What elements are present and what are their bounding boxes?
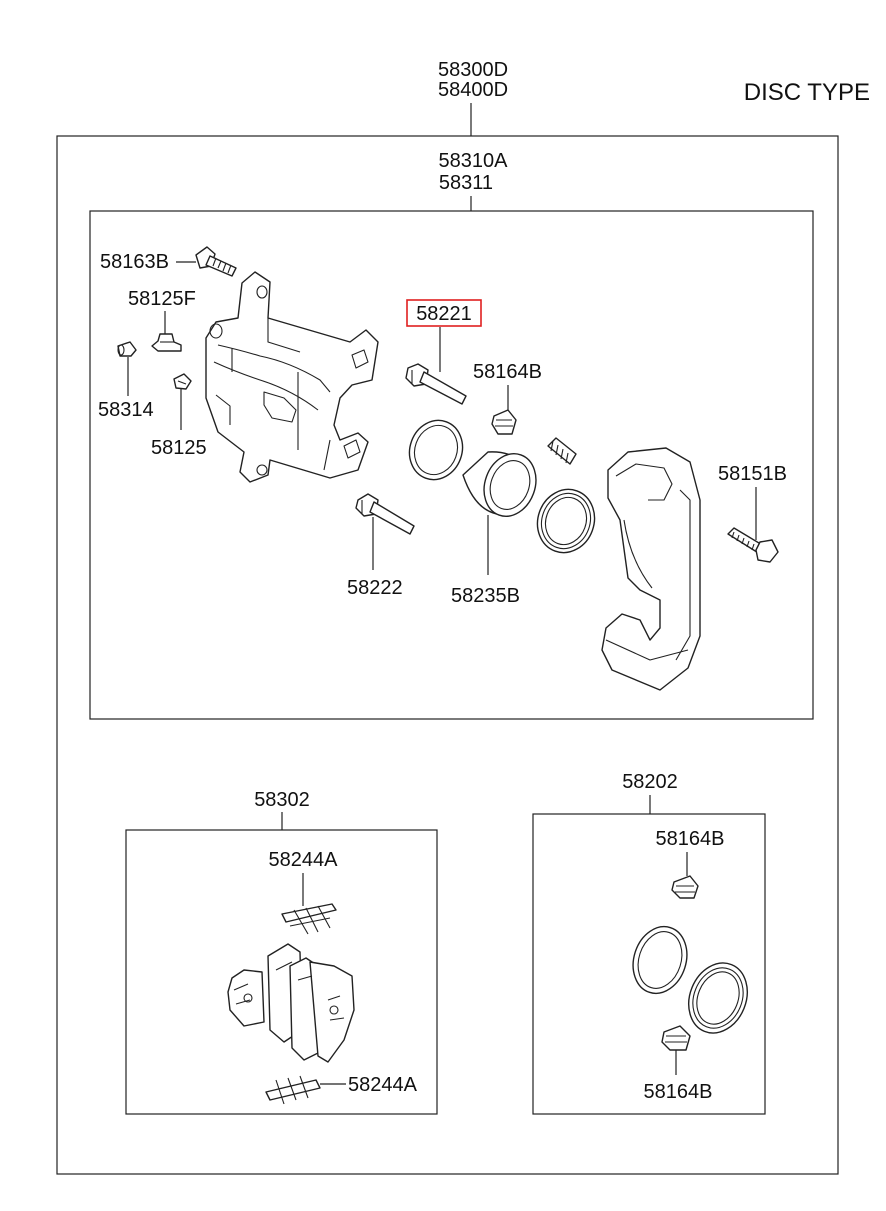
bleeder-bolt-part: [196, 247, 236, 276]
label-58164b-kit-bottom[interactable]: 58164B: [643, 1081, 713, 1103]
cap-58314-part: [118, 342, 136, 356]
seal-kit-number[interactable]: 58202: [622, 771, 678, 793]
pad-kit-number[interactable]: 58302: [254, 789, 310, 811]
seal-kit-seal-part: [625, 920, 695, 1001]
brake-pads-part: [228, 944, 354, 1062]
caliper-number-1[interactable]: 58310A: [438, 150, 508, 172]
label-58164b-kit-top[interactable]: 58164B: [655, 828, 725, 850]
disc-type-label: DISC TYPE: [743, 79, 870, 106]
guide-pin-top-part: [406, 364, 466, 404]
bleeder-screw-part: [152, 334, 181, 351]
label-58125[interactable]: 58125: [151, 437, 207, 459]
label-58221[interactable]: 58221: [416, 303, 472, 325]
label-58164b-top[interactable]: 58164B: [473, 361, 542, 383]
label-58125f[interactable]: 58125F: [128, 288, 196, 310]
guide-pin-bottom-part: [356, 494, 414, 534]
piston-seal-part: [401, 413, 470, 487]
assembly-number-1[interactable]: 58300D: [437, 59, 509, 81]
seal-kit-boot-top-part: [672, 876, 698, 898]
sleeve-part: [548, 438, 576, 464]
caliper-housing-part: [206, 272, 378, 482]
carrier-bolt-part: [728, 528, 778, 562]
label-58314[interactable]: 58314: [98, 399, 154, 421]
label-58151b[interactable]: 58151B: [718, 463, 787, 485]
boot-top-part: [492, 410, 516, 434]
cap-58125-part: [174, 374, 191, 389]
label-58163b[interactable]: 58163B: [100, 251, 169, 273]
anti-rattle-spring-bottom-part: [266, 1076, 320, 1104]
dust-seal-part: [529, 481, 604, 560]
seal-kit-dust-seal-part: [679, 954, 758, 1042]
piston-part: [463, 446, 544, 523]
carrier-bracket-part: [602, 448, 700, 690]
label-58222[interactable]: 58222: [347, 577, 403, 599]
label-58244a-top[interactable]: 58244A: [268, 849, 338, 871]
seal-kit-boot-bottom-part: [662, 1026, 690, 1050]
caliper-number-2[interactable]: 58311: [438, 172, 494, 194]
assembly-number-2[interactable]: 58400D: [437, 79, 509, 101]
label-58244a-bottom[interactable]: 58244A: [348, 1074, 417, 1096]
anti-rattle-spring-top-part: [282, 904, 336, 934]
label-58235b[interactable]: 58235B: [451, 585, 520, 607]
